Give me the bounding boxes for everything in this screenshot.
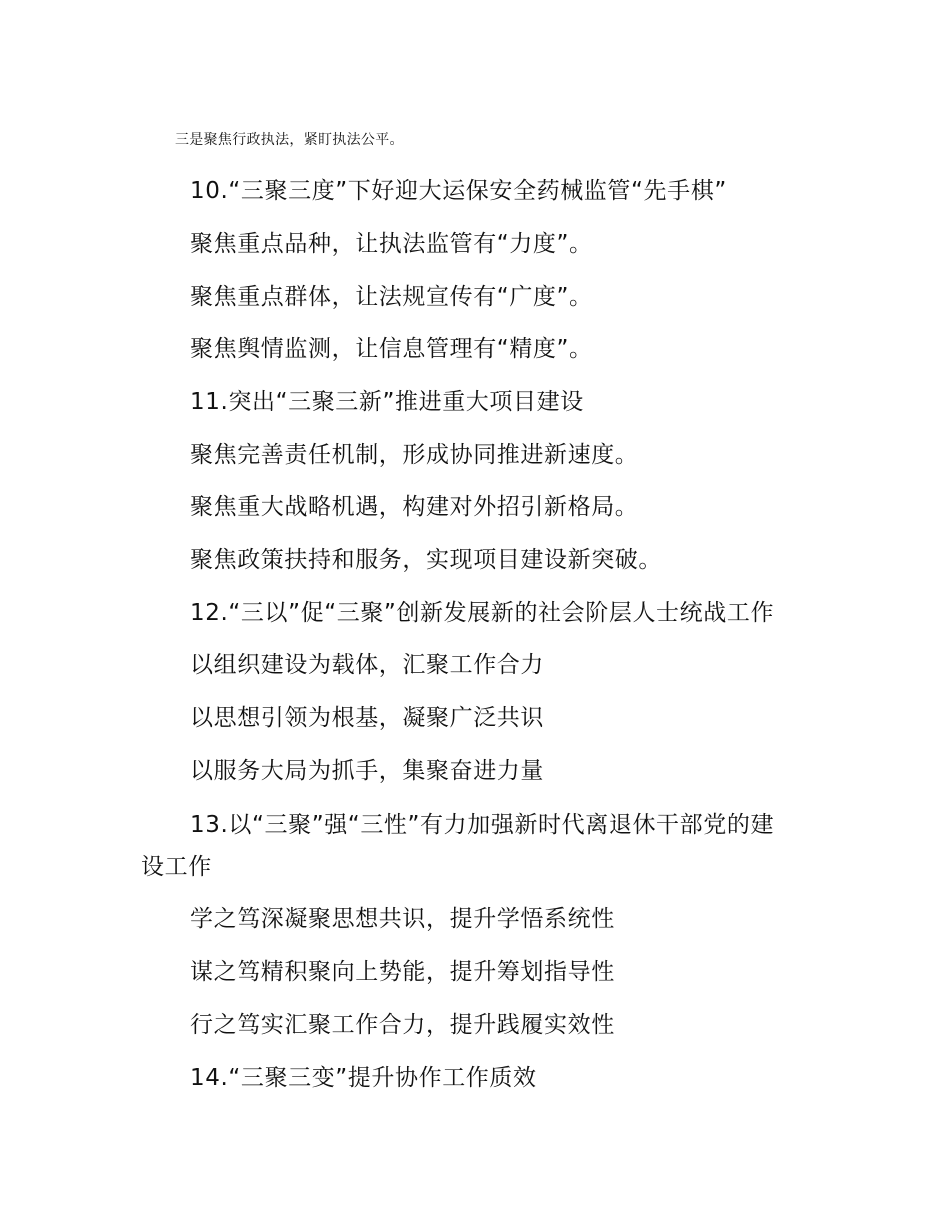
paragraph-line: 行之笃实汇聚工作合力，提升践履实效性 xyxy=(190,1012,615,1038)
paragraph-line: 聚焦舆情监测，让信息管理有“精度”。 xyxy=(190,336,593,362)
paragraph-line: 聚焦完善责任机制，形成协同推进新速度。 xyxy=(190,442,639,468)
heading-11: 11.突出“三聚三新”推进重大项目建设 xyxy=(190,389,584,415)
paragraph-line: 学之笃深凝聚思想共识，提升学悟系统性 xyxy=(190,906,615,932)
heading-10: 10.“三聚三度”下好迎大运保安全药械监管“先手棋” xyxy=(190,178,727,204)
paragraph-line: 谋之笃精积聚向上势能，提升筹划指导性 xyxy=(190,959,615,985)
paragraph-line: 聚焦重大战略机遇，构建对外招引新格局。 xyxy=(190,494,639,520)
paragraph-line: 以组织建设为载体，汇聚工作合力 xyxy=(190,652,544,678)
paragraph-line: 以服务大局为抓手，集聚奋进力量 xyxy=(190,758,544,784)
heading-13-continuation: 设工作 xyxy=(141,854,212,880)
heading-13: 13.以“三聚”强“三性”有力加强新时代离退休干部党的建 xyxy=(190,812,775,838)
paragraph-line: 聚焦重点品种，让执法监管有“力度”。 xyxy=(190,231,593,257)
paragraph-line: 聚焦重点群体，让法规宣传有“广度”。 xyxy=(190,284,593,310)
heading-12: 12.“三以”促“三聚”创新发展新的社会阶层人士统战工作 xyxy=(190,600,775,626)
paragraph-line: 聚焦政策扶持和服务，实现项目建设新突破。 xyxy=(190,547,662,573)
paragraph-line: 以思想引领为根基，凝聚广泛共识 xyxy=(190,705,544,731)
intro-line: 三是聚焦行政执法，紧盯执法公平。 xyxy=(175,132,404,148)
heading-14: 14.“三聚三变”提升协作工作质效 xyxy=(190,1065,537,1091)
